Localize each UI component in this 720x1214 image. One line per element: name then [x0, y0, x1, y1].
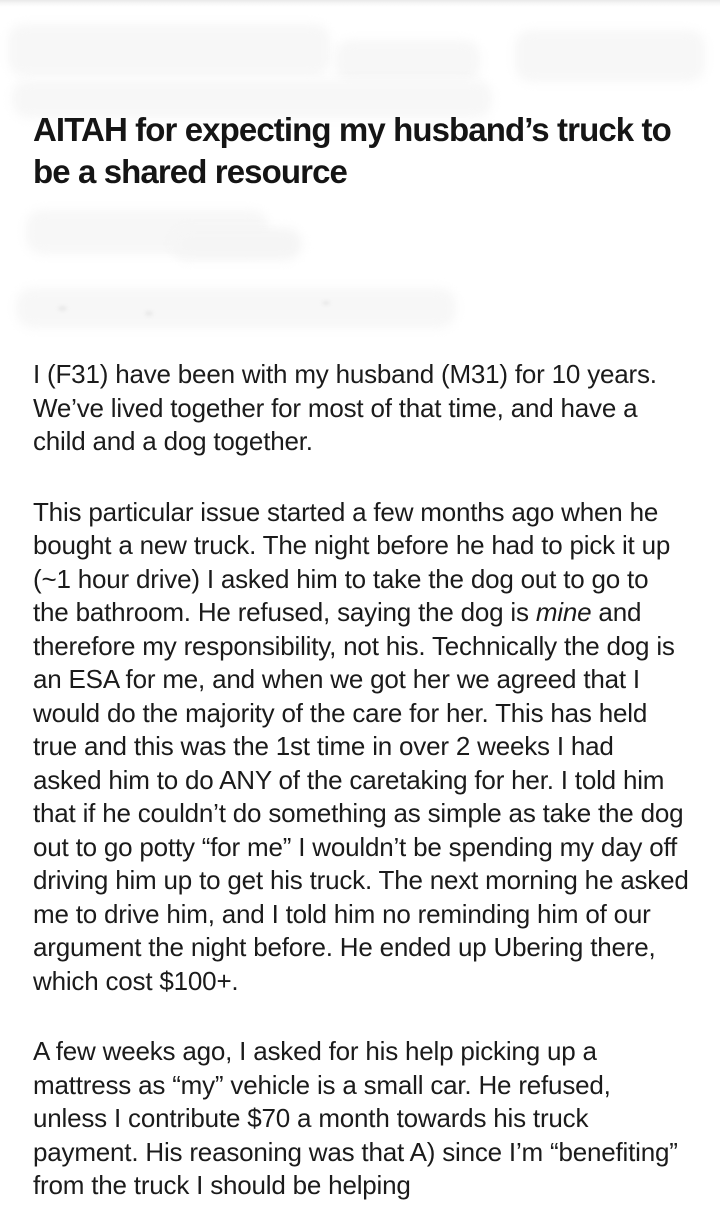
redaction-speck [145, 311, 153, 316]
redacted-post-meta [16, 288, 456, 328]
redacted-header-left [8, 24, 330, 76]
redacted-header-right [515, 30, 705, 82]
post-title: AITAH for expecting my husband’s truck to be a shared resource [33, 111, 671, 190]
post-text: I (F31) have been with my husband (M31) for 10 years. We’ve lived together for most of that time, and have a child and a dog together. [33, 359, 657, 456]
post-paragraph [33, 358, 689, 459]
redacted-flair-tail [172, 228, 302, 260]
post-paragraph [33, 496, 689, 999]
post-text: and therefore my responsibility, not his. Technically the dog is an ESA for me, and when we got her we agreed that I would do the majority of the care for her. This has held true and this was the 1st time in over 2 weeks I had asked him to do ANY of the caretaking for her. I told him that if he couldn’t do something as simple as take the dog out to go potty “for me” I wouldn’t be spending my day off driving him up to get his truck. The next morning he asked me to drive him, and I told him no reminding him of our argument the night before. He ended up Ubering there, which cost $100+. [33, 597, 689, 996]
post-body [33, 358, 689, 1214]
post-text: A few weeks ago, I asked for his help picking up a mattress as “my” vehicle is a small car. He refused, unless I contribute $70 a month towards his truck payment. His reasoning was that A) since I’m “benefiting” from the truck I should be helping [33, 1036, 678, 1200]
redaction-speck [322, 301, 330, 305]
post-paragraph [33, 1035, 689, 1203]
redacted-header-middle [335, 40, 480, 82]
post-text-italic: mine [535, 597, 592, 627]
top-bar-shadow [0, 0, 720, 7]
post-text: This particular issue started a few months ago when he bought a new truck. The night before he had to pick it up (~1 hour drive) I asked him to take the dog out to go to the bathroom. He refused, saying the dog is [33, 496, 671, 627]
redaction-speck [58, 306, 67, 311]
